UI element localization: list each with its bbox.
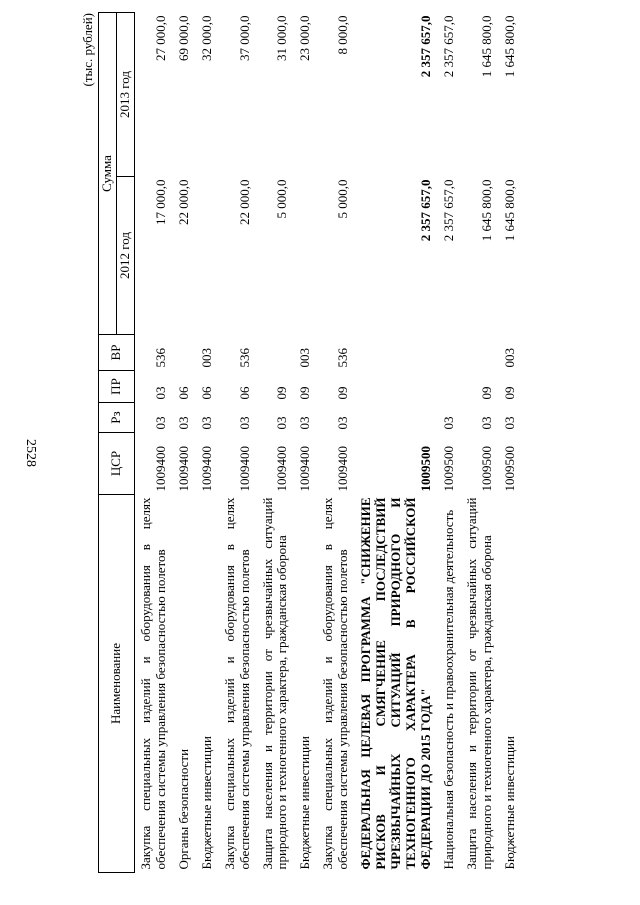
unit-note: (тыс. рублей)	[80, 13, 95, 87]
table-row	[173, 13, 196, 873]
row-name: Бюджетные инвестиции	[198, 736, 214, 870]
row-pr: 09	[297, 386, 313, 400]
row-rz: 03	[175, 416, 191, 430]
row-name: ФЕДЕРАЛЬНАЯ ЦЕЛЕВАЯ ПРОГРАММА "СНИЖЕНИЕ РИСКОВ И СМЯГЧЕНИЕ ПОСЛЕДСТВИЙ ЧРЕЗВЫЧАЙНЫХ СИТУАЦИЙ ПРИРОДНОГО И ТЕХНОГЕННОГО ХАРАКТЕРА В РОССИЙСКОЙ ФЕДЕРАЦИИ ДО 2015 ГОДА"	[358, 497, 433, 870]
row-sum-2012: 17 000,0	[152, 179, 168, 225]
row-csr: 1009400	[198, 446, 214, 492]
row-vr	[257, 335, 295, 371]
row-name: Защита населения и территории от чрезвычайных ситуаций природного и техногенного характера, гражданская оборона	[463, 497, 494, 870]
row-sum-2012: 2 357 657,0	[440, 179, 456, 242]
row-sum-2013: 2 357 657,0	[440, 15, 456, 78]
row-sum-2012: 2 357 657,0	[417, 179, 433, 242]
row-csr: 1009400	[236, 446, 252, 492]
row-vr: 003	[297, 348, 313, 368]
row-pr: 09	[335, 386, 351, 400]
table-row	[499, 13, 522, 873]
header-sum: Сумма	[99, 13, 117, 335]
rotated-document	[80, 13, 600, 873]
row-sum-2013: 1 645 800,0	[501, 15, 517, 78]
row-vr: 536	[335, 348, 351, 368]
row-pr: 09	[478, 386, 494, 400]
table-row	[294, 13, 317, 873]
row-sum-2013: 8 000,0	[335, 15, 351, 55]
row-rz: 03	[297, 416, 313, 430]
row-csr: 1009500	[501, 446, 517, 492]
row-csr: 1009400	[297, 446, 313, 492]
page-number-area	[0, 0, 60, 905]
row-pr: 06	[236, 386, 252, 400]
table-row	[438, 13, 461, 873]
page-number: 2528	[23, 438, 38, 467]
table-row	[196, 13, 219, 873]
row-sum-2013: 31 000,0	[274, 15, 290, 61]
row-sum-2012: 5 000,0	[335, 179, 351, 219]
header-2012: 2012 год	[116, 177, 134, 335]
header-vr: ВР	[99, 335, 135, 371]
row-csr: 1009400	[152, 446, 168, 492]
row-sum-2012: 5 000,0	[274, 179, 290, 219]
row-pr	[355, 371, 438, 403]
row-sum-2013: 23 000,0	[297, 15, 313, 61]
row-pr: 06	[198, 386, 214, 400]
row-csr: 1009500	[440, 446, 456, 492]
row-sum-2012: 1 645 800,0	[501, 179, 517, 242]
table-row	[257, 13, 295, 873]
row-pr: 09	[501, 386, 517, 400]
row-vr	[461, 335, 499, 371]
row-vr	[355, 335, 438, 371]
row-csr: 1009500	[417, 446, 433, 492]
row-rz: 03	[335, 416, 351, 430]
row-sum-2012	[294, 177, 317, 335]
row-sum-2013: 32 000,0	[198, 15, 214, 61]
row-vr: 536	[152, 348, 168, 368]
row-csr: 1009500	[478, 446, 494, 492]
header-pr: ПР	[99, 371, 135, 403]
table-row	[219, 13, 257, 873]
row-csr: 1009400	[175, 446, 191, 492]
row-rz: 03	[478, 416, 494, 430]
row-vr: 536	[236, 348, 252, 368]
table-header	[99, 13, 135, 873]
row-pr: 09	[274, 386, 290, 400]
budget-table	[98, 12, 522, 873]
row-name: Национальная безопасность и правоохранительная деятельность	[440, 509, 456, 870]
row-sum-2012	[196, 177, 219, 335]
row-sum-2013: 69 000,0	[175, 15, 191, 61]
row-sum-2013: 27 000,0	[152, 15, 168, 61]
table-body	[134, 13, 521, 873]
row-sum-2013: 2 357 657,0	[417, 15, 433, 78]
row-pr	[438, 371, 461, 403]
table-row	[134, 13, 172, 873]
table-row	[355, 13, 438, 873]
row-rz: 03	[236, 416, 252, 430]
row-vr	[438, 335, 461, 371]
row-name: Бюджетные инвестиции	[297, 736, 313, 870]
header-rz: Рз	[99, 403, 135, 433]
row-name: Закупка специальных изделий и оборудования в целях обеспечения системы управления безопасностью полетов	[137, 497, 168, 870]
row-sum-2012: 1 645 800,0	[478, 179, 494, 242]
row-pr: 06	[175, 386, 191, 400]
row-csr: 1009400	[274, 446, 290, 492]
row-name: Бюджетные инвестиции	[501, 736, 517, 870]
row-pr: 03	[152, 386, 168, 400]
header-name: Наименование	[99, 495, 135, 873]
table-row	[461, 13, 499, 873]
row-name: Закупка специальных изделий и оборудования в целях обеспечения системы управления безопасностью полетов	[221, 497, 252, 870]
row-rz: 03	[501, 416, 517, 430]
row-rz: 03	[440, 416, 456, 430]
row-name: Закупка специальных изделий и оборудования в целях обеспечения системы управления безопасностью полетов	[320, 497, 351, 870]
row-csr: 1009400	[335, 446, 351, 492]
row-rz: 03	[152, 416, 168, 430]
table-row	[317, 13, 355, 873]
row-rz: 03	[274, 416, 290, 430]
row-sum-2012: 22 000,0	[236, 179, 252, 225]
row-rz	[355, 403, 438, 433]
row-name: Защита населения и территории от чрезвычайных ситуаций природного и техногенного характера, гражданская оборона	[259, 497, 290, 870]
row-sum-2012: 22 000,0	[175, 179, 191, 225]
row-vr	[173, 335, 196, 371]
row-vr: 003	[198, 348, 214, 368]
row-vr: 003	[501, 348, 517, 368]
header-csr: ЦСР	[99, 433, 135, 495]
row-name: Органы безопасности	[175, 748, 191, 870]
row-sum-2013: 1 645 800,0	[478, 15, 494, 78]
row-sum-2013: 37 000,0	[236, 15, 252, 61]
header-2013: 2013 год	[116, 13, 134, 177]
row-rz: 03	[198, 416, 214, 430]
